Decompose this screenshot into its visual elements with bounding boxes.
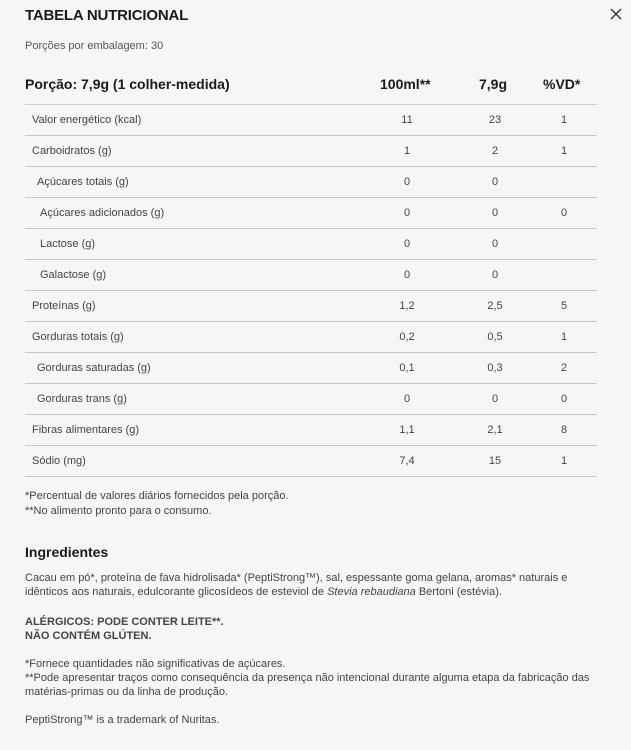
- value-vd: 1: [560, 145, 568, 157]
- table-notes: [25, 489, 289, 519]
- trademark-note: PeptiStrong™ is a trademark of Nuritas.: [25, 714, 220, 726]
- value-portion: 0,5: [487, 331, 503, 343]
- value-portion: 2: [491, 145, 499, 157]
- value-100ml: 11: [401, 114, 413, 126]
- table-row: [25, 229, 597, 260]
- footnote-sugar: *Fornece quantidades não significativas de açúcares.: [25, 658, 286, 670]
- nutrient-label: Lactose (g): [40, 238, 96, 250]
- servings-per-package: Porções por embalagem: 30: [25, 40, 164, 52]
- value-portion: 0: [491, 269, 499, 281]
- value-100ml: 0,2: [399, 331, 415, 343]
- table-header: [25, 76, 597, 96]
- ingredients-title: Ingredientes: [25, 544, 109, 560]
- value-portion: 0: [491, 207, 499, 219]
- nutrient-label: Gorduras trans (g): [37, 393, 127, 405]
- ingredients-text-a: Cacau em pó*, proteína de fava hidrolisada* (PeptiStrong™), sal, espessante goma gelana, aromas* naturais e idênticos aos naturais, edulcorante glicosídeos de esteviol de: [25, 572, 568, 598]
- close-button[interactable]: [607, 5, 625, 23]
- table-row: [25, 198, 597, 229]
- table-row: [25, 291, 597, 322]
- value-portion: 15: [488, 455, 502, 467]
- modal-title: TABELA NUTRICIONAL: [25, 7, 189, 24]
- value-vd: 0: [560, 207, 568, 219]
- table-row: [25, 105, 597, 136]
- nutrient-label: Sódio (mg): [32, 455, 86, 467]
- col-portion-header: 7,9g: [479, 76, 508, 92]
- portion-label: Porção: 7,9g (1 colher-medida): [25, 76, 230, 92]
- value-portion: 0: [491, 393, 499, 405]
- value-portion: 2,5: [487, 300, 503, 312]
- nutrient-label: Gorduras saturadas (g): [37, 362, 151, 374]
- table-row: [25, 167, 597, 198]
- table-row: [25, 415, 597, 446]
- allergens: [25, 615, 224, 643]
- value-vd: 1: [560, 455, 568, 467]
- value-100ml: 0,1: [399, 362, 415, 374]
- table-row: [25, 136, 597, 167]
- close-icon[interactable]: [607, 5, 625, 23]
- value-100ml: 1,2: [399, 300, 415, 312]
- value-vd: 0: [560, 393, 568, 405]
- ingredients-text-italic: Stevia rebaudiana: [327, 586, 416, 598]
- table-row: [25, 353, 597, 384]
- note-ready: **No alimento pronto para o consumo.: [25, 505, 212, 517]
- col-100ml-header: 100ml**: [380, 76, 431, 92]
- value-100ml: 0: [403, 393, 411, 405]
- nutrient-label: Carboidratos (g): [32, 145, 112, 157]
- value-vd: 2: [560, 362, 568, 374]
- allergen-milk: ALÉRGICOS: PODE CONTER LEITE**.: [25, 616, 224, 628]
- value-vd: 1: [560, 331, 568, 343]
- nutrient-label: Valor energético (kcal): [32, 114, 142, 126]
- value-100ml: 0: [403, 207, 411, 219]
- value-portion: 0,3: [487, 362, 503, 374]
- value-portion: 23: [488, 114, 502, 126]
- value-vd: 8: [560, 424, 568, 436]
- col-vd-header: %VD*: [543, 76, 581, 92]
- value-portion: 0: [491, 176, 499, 188]
- value-100ml: 0: [403, 238, 411, 250]
- nutrient-label: Proteínas (g): [32, 300, 96, 312]
- nutrient-label: Açúcares adicionados (g): [40, 207, 165, 219]
- note-vd: *Percentual de valores diários fornecidos pela porção.: [25, 490, 289, 502]
- footnote-traces: **Pode apresentar traços como consequência da presença não intencional durante alguma etapa da fabricação das matérias-primas ou da linha de produção.: [25, 672, 590, 698]
- nutrient-label: Açúcares totais (g): [37, 176, 129, 188]
- table-row: [25, 260, 597, 291]
- value-vd: 5: [560, 300, 568, 312]
- value-100ml: 0: [403, 269, 411, 281]
- ingredients-text: [25, 571, 605, 599]
- nutrient-label: Gorduras totais (g): [32, 331, 124, 343]
- value-portion: 0: [491, 238, 499, 250]
- allergen-gluten: NÃO CONTÉM GLÚTEN.: [25, 630, 152, 642]
- value-100ml: 7,4: [399, 455, 415, 467]
- value-100ml: 0: [403, 176, 411, 188]
- nutrition-table: [25, 104, 597, 477]
- table-row: [25, 384, 597, 415]
- value-portion: 2,1: [487, 424, 503, 436]
- table-row: [25, 322, 597, 353]
- nutrient-label: Galactose (g): [40, 269, 107, 281]
- value-100ml: 1,1: [399, 424, 415, 436]
- nutrient-label: Fibras alimentares (g): [32, 424, 139, 436]
- ingredient-footnotes: [25, 657, 605, 699]
- value-vd: 1: [560, 114, 568, 126]
- table-row: [25, 446, 597, 477]
- ingredients-text-b: Bertoni (estévia).: [415, 586, 502, 598]
- value-100ml: 1: [403, 145, 411, 157]
